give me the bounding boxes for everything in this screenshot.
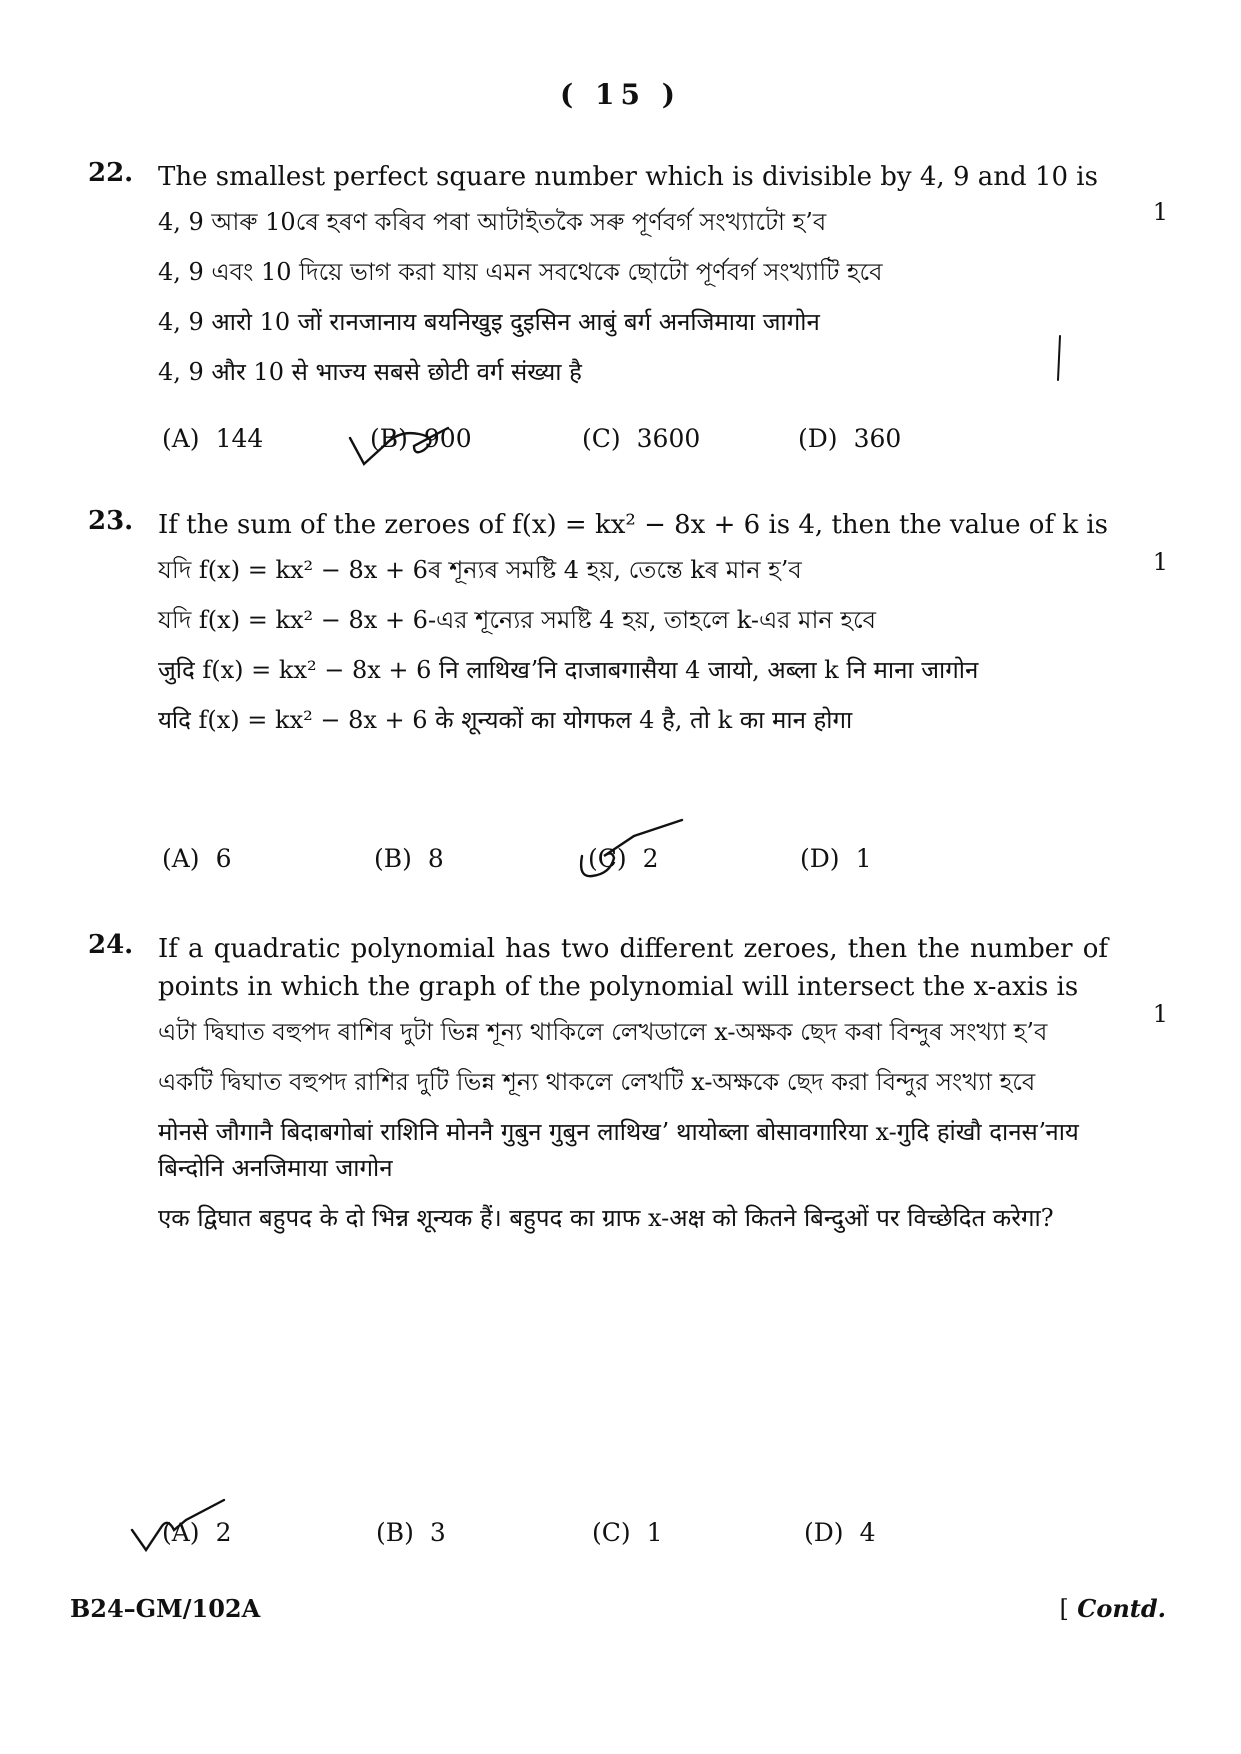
option-c[interactable] xyxy=(588,844,659,873)
continued-note xyxy=(1059,1594,1166,1623)
question-text-assamese: 4, 9 আৰু 10ৰে হৰণ কৰিব পৰা আটাইতকৈ সৰু পূৰ্ণবৰ্গ সংখ্যাটো হ’ব xyxy=(158,208,827,236)
question-text-assamese: যদি f(x) = kx² − 8x + 6ৰ শূন্যৰ সমষ্টি 4 হয়, তেন্তে kৰ মান হ’ব xyxy=(158,556,802,584)
continued-label: Contd. xyxy=(1077,1594,1166,1623)
option-c[interactable] xyxy=(582,424,700,453)
question-number: 23. xyxy=(88,506,134,536)
question-text-bodo: 4, 9 आरो 10 जों रानजानाय बयनिखुइ दुइसिन आबुं बर्ग अनजिमाया जागोन xyxy=(158,308,820,336)
question-text-bengali: একটি দ্বিঘাত বহুপদ রাশির দুটি ভিন্ন শূন্য থাকলে লেখটি x-অক্ষকে ছেদ করা বিন্দুর সংখ্যা হবে xyxy=(158,1068,1036,1096)
option-value: 2 xyxy=(642,844,659,873)
question-number: 24. xyxy=(88,930,134,960)
question-text-english: If the sum of the zeroes of f(x) = kx² − 8x + 6 is 4, then the value of k is xyxy=(158,510,1109,540)
question-text-bodo: जुदि f(x) = kx² − 8x + 6 नि लाथिखʼनि दाजाबगासैया 4 जायो, अब्ला k नि माना जागोन xyxy=(158,656,979,684)
option-label: (B) xyxy=(376,1518,414,1547)
option-value: 3 xyxy=(429,1518,446,1547)
question-text-bengali: যদি f(x) = kx² − 8x + 6-এর শূন্যের সমষ্টি 4 হয়, তাহলে k-এর মান হবে xyxy=(158,606,876,634)
option-value: 1 xyxy=(646,1518,663,1547)
option-label: (B) xyxy=(370,424,408,453)
option-d[interactable] xyxy=(804,1518,875,1547)
option-label: (C) xyxy=(588,844,627,873)
option-label: (A) xyxy=(162,424,200,453)
option-label: (C) xyxy=(592,1518,631,1547)
option-a[interactable] xyxy=(162,424,263,453)
question-text-english: The smallest perfect square number which is divisible by 4, 9 and 10 is xyxy=(158,162,1098,192)
question-number: 22. xyxy=(88,158,134,188)
question-text-assamese: এটা দ্বিঘাত বহুপদ ৰাশিৰ দুটা ভিন্ন শূন্য থাকিলে লেখডালে x-অক্ষক ছেদ কৰা বিন্দুৰ সংখ্যা হ’ব xyxy=(158,1018,1048,1046)
option-label: (D) xyxy=(798,424,838,453)
paper-code: B24–GM/102A xyxy=(70,1594,261,1623)
option-label: (C) xyxy=(582,424,621,453)
option-value: 1 xyxy=(855,844,872,873)
option-value: 8 xyxy=(427,844,444,873)
option-label: (A) xyxy=(162,1518,200,1547)
option-value: 4 xyxy=(859,1518,876,1547)
question-text-bodo: मोनसे जौगानै बिदाबगोबां राशिनि मोननै गुबुन गुबुन लाथिखʼ थायोब्ला बोसावगारिया x-गुदि हांखौ दानसʼनाय बिन्दोनि अनजिमाया जागोन xyxy=(158,1118,1079,1182)
option-value: 900 xyxy=(423,424,472,453)
option-value: 2 xyxy=(215,1518,232,1547)
question-body xyxy=(158,158,1108,390)
question-body xyxy=(158,930,1108,1236)
option-d[interactable] xyxy=(798,424,901,453)
option-b[interactable] xyxy=(376,1518,446,1547)
option-label: (A) xyxy=(162,844,200,873)
question-text-hindi: 4, 9 और 10 से भाज्य सबसे छोटी वर्ग संख्या है xyxy=(158,358,582,386)
option-value: 144 xyxy=(215,424,264,453)
option-label: (B) xyxy=(374,844,412,873)
option-a[interactable] xyxy=(162,1518,231,1547)
option-d[interactable] xyxy=(800,844,871,873)
option-value: 360 xyxy=(853,424,902,453)
option-label: (D) xyxy=(800,844,840,873)
question-marks: 1 xyxy=(1152,198,1168,226)
continued-bracket: [ xyxy=(1059,1595,1069,1623)
option-label: (D) xyxy=(804,1518,844,1547)
question-text-hindi: यदि f(x) = kx² − 8x + 6 के शून्यकों का योगफल 4 है, तो k का मान होगा xyxy=(158,706,853,734)
question-text-english: If a quadratic polynomial has two different zeroes, then the number of points in which the graph of the polynomial will intersect the x-axis is xyxy=(158,934,1108,1002)
option-b[interactable] xyxy=(374,844,444,873)
option-b[interactable] xyxy=(370,424,472,453)
question-text-bengali: 4, 9 এবং 10 দিয়ে ভাগ করা যায় এমন সবথেকে ছোটো পূর্ণবর্গ সংখ্যাটি হবে xyxy=(158,258,883,286)
option-a[interactable] xyxy=(162,844,231,873)
option-value: 3600 xyxy=(636,424,701,453)
question-text-hindi: एक द्विघात बहुपद के दो भिन्न शून्यक हैं। बहुपद का ग्राफ x-अक्ष को कितने बिन्दुओं पर विच्छेदित करेगा? xyxy=(158,1204,1054,1232)
question-body xyxy=(158,506,1108,738)
page-number: ( 15 ) xyxy=(560,78,681,111)
question-marks: 1 xyxy=(1152,1000,1168,1028)
question-marks: 1 xyxy=(1152,548,1168,576)
option-c[interactable] xyxy=(592,1518,663,1547)
option-value: 6 xyxy=(215,844,232,873)
